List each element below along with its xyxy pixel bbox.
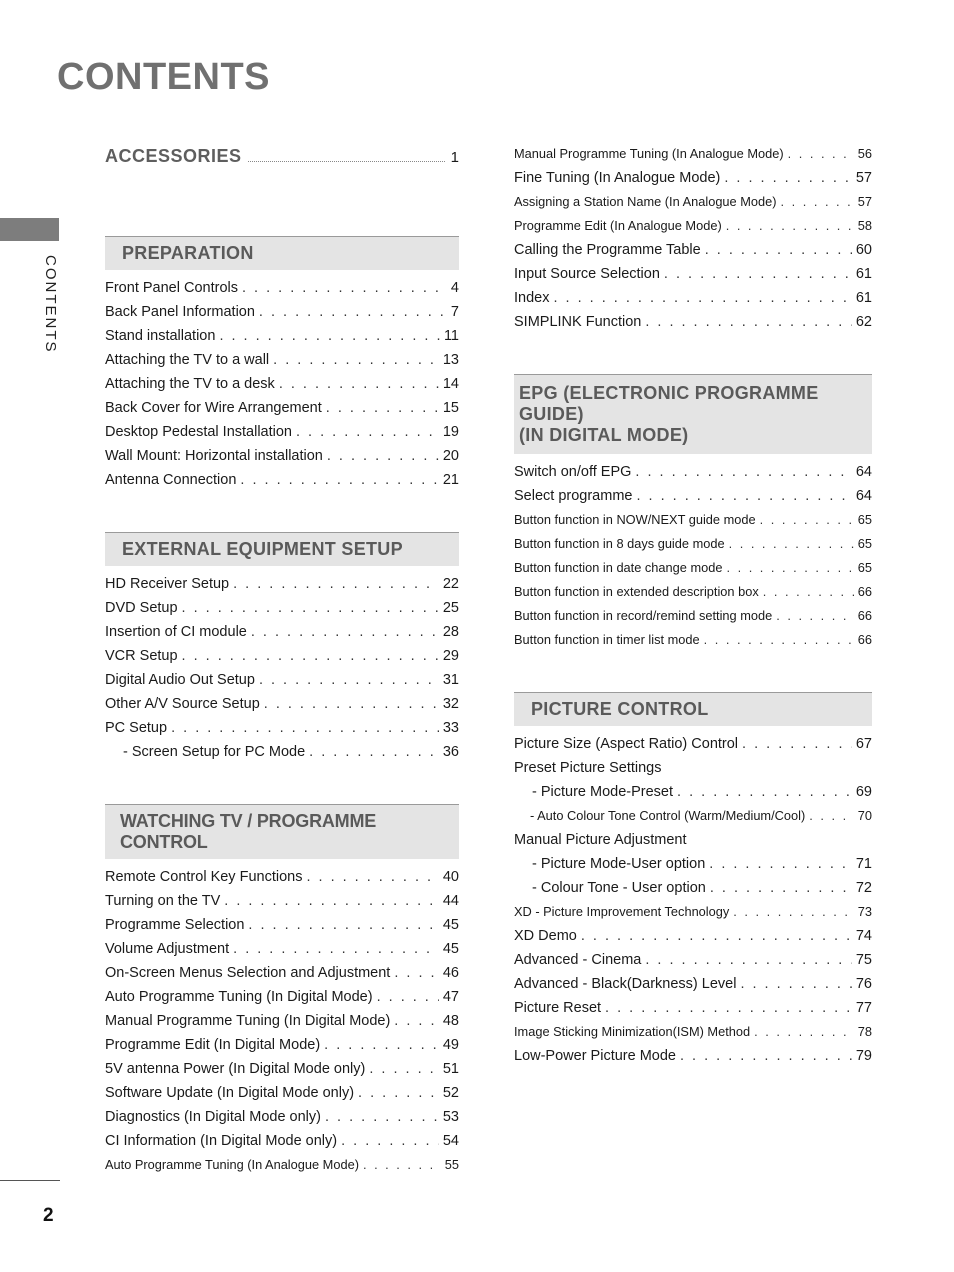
dot-leader xyxy=(363,1157,441,1172)
accessories-page: 1 xyxy=(450,149,459,166)
dot-leader xyxy=(776,608,854,623)
section-heading-watching-tv: WATCHING TV / PROGRAMME CONTROL xyxy=(105,804,459,859)
dot-leader xyxy=(781,194,854,209)
toc-entry[interactable] xyxy=(105,869,459,893)
toc-entry[interactable] xyxy=(514,194,872,218)
toc-entry[interactable] xyxy=(514,808,872,832)
toc-entry[interactable] xyxy=(514,560,872,584)
toc-entry-label: Select programme xyxy=(514,488,633,504)
toc-entry-page: 51 xyxy=(442,1061,459,1077)
toc-entry[interactable] xyxy=(514,170,872,194)
toc-entry-page: 79 xyxy=(855,1048,872,1064)
section-heading-external-equipment: EXTERNAL EQUIPMENT SETUP xyxy=(105,532,459,566)
dot-leader xyxy=(740,976,851,992)
toc-entry-label: Diagnostics (In Digital Mode only) xyxy=(105,1109,321,1125)
dot-leader xyxy=(324,1037,439,1053)
toc-entry-page: 45 xyxy=(442,917,459,933)
dot-leader xyxy=(645,314,852,330)
toc-entry[interactable] xyxy=(105,400,459,424)
toc-entry[interactable] xyxy=(105,672,459,696)
toc-entry-page: 31 xyxy=(442,672,459,688)
dot-leader xyxy=(726,560,853,575)
toc-entry-label: VCR Setup xyxy=(105,648,178,664)
dot-leader xyxy=(763,584,854,599)
dot-leader xyxy=(264,696,439,712)
toc-entry[interactable] xyxy=(514,880,872,904)
toc-entry[interactable] xyxy=(105,328,459,352)
toc-entry-label: Stand installation xyxy=(105,328,216,344)
side-section-label: CONTENTS xyxy=(42,255,59,354)
toc-entry-page: 20 xyxy=(442,448,459,464)
toc-entry[interactable] xyxy=(105,1085,459,1109)
dot-leader xyxy=(327,448,439,464)
watching-tv-continued-list xyxy=(514,146,872,338)
dot-leader xyxy=(224,893,439,909)
toc-entry-page: 11 xyxy=(443,328,459,344)
toc-entry[interactable] xyxy=(105,696,459,720)
toc-entry-page: 62 xyxy=(855,314,872,330)
side-tab-marker xyxy=(0,218,59,241)
toc-entry[interactable] xyxy=(105,1109,459,1133)
toc-entry-page: 65 xyxy=(857,536,872,551)
toc-entry[interactable] xyxy=(514,290,872,314)
toc-entry[interactable] xyxy=(105,280,459,304)
dot-leader xyxy=(581,928,852,944)
toc-entry-label: - Screen Setup for PC Mode xyxy=(123,744,306,760)
toc-entry[interactable] xyxy=(105,424,459,448)
toc-entry-page: 71 xyxy=(855,856,872,872)
toc-entry[interactable] xyxy=(105,624,459,648)
toc-entry[interactable] xyxy=(105,1013,459,1037)
toc-entry-label: Button function in NOW/NEXT guide mode xyxy=(514,512,756,527)
toc-entry-page: 67 xyxy=(855,736,872,752)
toc-entry-page: 57 xyxy=(855,170,872,186)
toc-entry-label: Attaching the TV to a desk xyxy=(105,376,275,392)
toc-entry-label: Volume Adjustment xyxy=(105,941,230,957)
toc-entry-page: 77 xyxy=(855,1000,872,1016)
toc-entry-label: Manual Programme Tuning (In Analogue Mode) xyxy=(514,146,784,161)
dot-leader xyxy=(182,648,439,664)
epg-heading-line1: EPG (ELECTRONIC PROGRAMME GUIDE) xyxy=(519,383,819,424)
toc-entry-label: On-Screen Menus Selection and Adjustment xyxy=(105,965,391,981)
dot-leader xyxy=(306,869,438,885)
toc-entry-page: 61 xyxy=(855,266,872,282)
dot-leader xyxy=(605,1000,852,1016)
toc-entry-page: 32 xyxy=(442,696,459,712)
dot-leader xyxy=(248,149,445,162)
dot-leader xyxy=(309,744,439,760)
dot-leader xyxy=(704,632,854,647)
toc-entry[interactable] xyxy=(105,989,459,1013)
toc-entry-label: Preset Picture Settings xyxy=(514,760,662,776)
toc-entry[interactable] xyxy=(514,314,872,338)
toc-entry-page: 22 xyxy=(442,576,459,592)
toc-entry-label: XD Demo xyxy=(514,928,577,944)
toc-entry-page: 40 xyxy=(442,869,459,885)
toc-entry-label: Button function in 8 days guide mode xyxy=(514,536,725,551)
dot-leader xyxy=(242,280,447,296)
toc-entry-label: Front Panel Controls xyxy=(105,280,238,296)
accessories-label: ACCESSORIES xyxy=(105,146,242,166)
toc-entry-page: 75 xyxy=(855,952,872,968)
toc-entry-label: Other A/V Source Setup xyxy=(105,696,260,712)
dot-leader xyxy=(182,600,439,616)
dot-leader xyxy=(733,904,853,919)
dot-leader xyxy=(325,1109,439,1125)
toc-entry-label: Back Panel Information xyxy=(105,304,255,320)
toc-entry[interactable] xyxy=(514,856,872,880)
toc-entry-page: 49 xyxy=(442,1037,459,1053)
toc-entry-page: 7 xyxy=(450,304,459,320)
toc-entry-label: Advanced - Cinema xyxy=(514,952,642,968)
toc-entry-label: XD - Picture Improvement Technology xyxy=(514,904,730,919)
toc-entry[interactable] xyxy=(105,744,459,768)
toc-entry-page: 56 xyxy=(857,146,872,161)
dot-leader xyxy=(710,880,852,896)
toc-entry-page: 14 xyxy=(442,376,459,392)
toc-entry-page: 45 xyxy=(442,941,459,957)
dot-leader xyxy=(171,720,439,736)
toc-entry[interactable] xyxy=(514,832,872,856)
toc-entry[interactable] xyxy=(514,904,872,928)
toc-entry-page: 36 xyxy=(442,744,459,760)
dot-leader xyxy=(233,576,439,592)
toc-entry-label: Fine Tuning (In Analogue Mode) xyxy=(514,170,721,186)
toc-entry-label: Auto Programme Tuning (In Digital Mode) xyxy=(105,989,373,1005)
dot-leader xyxy=(664,266,852,282)
toc-entry-label: 5V antenna Power (In Digital Mode only) xyxy=(105,1061,366,1077)
dot-leader xyxy=(394,1013,439,1029)
toc-entry[interactable] xyxy=(514,1024,872,1048)
toc-entry-label: Advanced - Black(Darkness) Level xyxy=(514,976,737,992)
toc-entry-page: 66 xyxy=(857,584,872,599)
dot-leader xyxy=(754,1024,854,1039)
dot-leader xyxy=(709,856,852,872)
toc-entry[interactable] xyxy=(105,472,459,496)
preparation-list xyxy=(105,280,459,496)
dot-leader xyxy=(248,917,438,933)
dot-leader xyxy=(809,808,854,823)
toc-entry[interactable] xyxy=(105,376,459,400)
toc-entry[interactable] xyxy=(514,928,872,952)
dot-leader xyxy=(279,376,439,392)
toc-entry[interactable] xyxy=(514,976,872,1000)
toc-entry-label: Calling the Programme Table xyxy=(514,242,701,258)
toc-entry-page: 78 xyxy=(857,1024,872,1039)
dot-leader xyxy=(296,424,439,440)
toc-entry-page: 76 xyxy=(855,976,872,992)
dot-leader xyxy=(635,464,851,480)
toc-entry-page: 60 xyxy=(855,242,872,258)
footer-rule xyxy=(0,1180,60,1181)
toc-entry[interactable] xyxy=(105,1133,459,1157)
toc-entry-accessories[interactable] xyxy=(105,146,459,174)
toc-entry-page: 58 xyxy=(857,218,872,233)
dot-leader xyxy=(251,624,439,640)
toc-right-column xyxy=(514,146,872,1072)
toc-entry-page: 46 xyxy=(442,965,459,981)
toc-entry-label: Picture Size (Aspect Ratio) Control xyxy=(514,736,739,752)
toc-entry-page: 55 xyxy=(444,1157,459,1172)
toc-entry-label: Back Cover for Wire Arrangement xyxy=(105,400,322,416)
toc-entry[interactable] xyxy=(105,893,459,917)
toc-entry[interactable] xyxy=(105,304,459,328)
toc-entry[interactable] xyxy=(514,1048,872,1072)
toc-entry-page: 74 xyxy=(855,928,872,944)
dot-leader xyxy=(636,488,851,504)
toc-entry[interactable] xyxy=(105,1061,459,1085)
toc-entry[interactable] xyxy=(105,352,459,376)
dot-leader xyxy=(259,672,439,688)
dot-leader xyxy=(326,400,439,416)
dot-leader xyxy=(219,328,440,344)
dot-leader xyxy=(369,1061,439,1077)
toc-entry-page: 29 xyxy=(442,648,459,664)
toc-entry-page: 57 xyxy=(857,194,872,209)
dot-leader xyxy=(233,941,439,957)
toc-entry[interactable] xyxy=(514,266,872,290)
page-number: 2 xyxy=(43,1205,54,1226)
toc-entry-page: 66 xyxy=(857,632,872,647)
dot-leader xyxy=(742,736,852,752)
toc-entry-page: 72 xyxy=(855,880,872,896)
toc-entry[interactable] xyxy=(105,648,459,672)
toc-entry-page: 13 xyxy=(442,352,459,368)
toc-left-column xyxy=(105,146,459,1181)
epg-heading-line2: (IN DIGITAL MODE) xyxy=(519,425,689,445)
toc-entry[interactable] xyxy=(514,608,872,632)
toc-entry-page: 66 xyxy=(857,608,872,623)
watching-tv-list xyxy=(105,869,459,1181)
dot-leader xyxy=(788,146,854,161)
toc-entry-label: DVD Setup xyxy=(105,600,178,616)
toc-entry[interactable] xyxy=(105,576,459,600)
toc-entry-page: 33 xyxy=(442,720,459,736)
external-equipment-list xyxy=(105,576,459,768)
toc-entry[interactable] xyxy=(514,584,872,608)
toc-entry-label: Manual Programme Tuning (In Digital Mode) xyxy=(105,1013,391,1029)
toc-entry-label: CI Information (In Digital Mode only) xyxy=(105,1133,338,1149)
dot-leader xyxy=(724,170,852,186)
toc-entry-label: Insertion of CI module xyxy=(105,624,247,640)
toc-entry[interactable] xyxy=(514,488,872,512)
toc-entry-page: 21 xyxy=(442,472,459,488)
toc-entry-page: 47 xyxy=(442,989,459,1005)
toc-entry-page: 73 xyxy=(857,904,872,919)
toc-entry-page: 52 xyxy=(442,1085,459,1101)
toc-entry-label: Desktop Pedestal Installation xyxy=(105,424,292,440)
toc-entry[interactable] xyxy=(514,632,872,656)
epg-list xyxy=(514,464,872,656)
toc-entry-label: Turning on the TV xyxy=(105,893,221,909)
toc-entry-page: 64 xyxy=(855,488,872,504)
dot-leader xyxy=(680,1048,852,1064)
dot-leader xyxy=(273,352,439,368)
toc-entry-label: Assigning a Station Name (In Analogue Mode) xyxy=(514,194,777,209)
toc-entry[interactable] xyxy=(105,965,459,989)
toc-entry-label: Programme Edit (In Digital Mode) xyxy=(105,1037,321,1053)
dot-leader xyxy=(341,1133,439,1149)
toc-entry-label: Software Update (In Digital Mode only) xyxy=(105,1085,355,1101)
dot-leader xyxy=(705,242,852,258)
toc-entry-page: 4 xyxy=(450,280,459,296)
toc-entry-label: - Picture Mode-Preset xyxy=(532,784,674,800)
toc-entry-label: Button function in record/remind setting mode xyxy=(514,608,773,623)
dot-leader xyxy=(729,536,854,551)
toc-entry[interactable] xyxy=(514,736,872,760)
toc-entry-label: - Picture Mode-User option xyxy=(532,856,706,872)
toc-entry-label: Programme Edit (In Analogue Mode) xyxy=(514,218,722,233)
toc-entry[interactable] xyxy=(514,784,872,808)
toc-entry-page: 61 xyxy=(855,290,872,306)
toc-entry[interactable] xyxy=(514,242,872,266)
toc-entry[interactable] xyxy=(105,1157,459,1181)
toc-entry-label: Manual Picture Adjustment xyxy=(514,832,687,848)
toc-entry-label: Low-Power Picture Mode xyxy=(514,1048,676,1064)
toc-entry-label: Digital Audio Out Setup xyxy=(105,672,255,688)
toc-entry-page: 65 xyxy=(857,512,872,527)
toc-entry-page: 15 xyxy=(442,400,459,416)
toc-entry-label: HD Receiver Setup xyxy=(105,576,230,592)
toc-entry-label: - Auto Colour Tone Control (Warm/Medium/Cool) xyxy=(530,808,806,823)
page-title: CONTENTS xyxy=(57,56,270,98)
toc-entry-label: Button function in timer list mode xyxy=(514,632,700,647)
toc-entry-page: 54 xyxy=(442,1133,459,1149)
dot-leader xyxy=(394,965,439,981)
dot-leader xyxy=(358,1085,439,1101)
toc-entry-label: Image Sticking Minimization(ISM) Method xyxy=(514,1024,751,1039)
toc-entry[interactable] xyxy=(105,720,459,744)
toc-entry-page: 65 xyxy=(857,560,872,575)
toc-entry-page: 48 xyxy=(442,1013,459,1029)
toc-entry[interactable] xyxy=(514,536,872,560)
toc-entry-page: 28 xyxy=(442,624,459,640)
toc-entry-label: SIMPLINK Function xyxy=(514,314,642,330)
toc-entry-label: Programme Selection xyxy=(105,917,245,933)
toc-entry[interactable] xyxy=(105,941,459,965)
toc-entry[interactable] xyxy=(105,600,459,624)
toc-entry-label: Picture Reset xyxy=(514,1000,602,1016)
toc-entry-label: Button function in date change mode xyxy=(514,560,723,575)
toc-entry[interactable] xyxy=(105,917,459,941)
picture-control-list xyxy=(514,736,872,1072)
dot-leader xyxy=(553,290,851,306)
toc-entry-label: Antenna Connection xyxy=(105,472,237,488)
toc-entry-page: 19 xyxy=(442,424,459,440)
dot-leader xyxy=(259,304,447,320)
toc-entry-page: 64 xyxy=(855,464,872,480)
toc-entry-label: Remote Control Key Functions xyxy=(105,869,303,885)
toc-entry-page: 25 xyxy=(442,600,459,616)
toc-entry-label: Input Source Selection xyxy=(514,266,660,282)
toc-entry[interactable] xyxy=(514,146,872,170)
section-heading-epg xyxy=(514,374,872,454)
section-heading-picture-control: PICTURE CONTROL xyxy=(514,692,872,726)
toc-entry[interactable] xyxy=(514,952,872,976)
toc-entry-label: Index xyxy=(514,290,550,306)
toc-entry-label: Wall Mount: Horizontal installation xyxy=(105,448,323,464)
dot-leader xyxy=(677,784,852,800)
toc-entry[interactable] xyxy=(105,1037,459,1061)
toc-entry-label: Switch on/off EPG xyxy=(514,464,632,480)
toc-entry-label: Button function in extended description box xyxy=(514,584,759,599)
toc-entry-label: - Colour Tone - User option xyxy=(532,880,706,896)
toc-entry-label: Auto Programme Tuning (In Analogue Mode) xyxy=(105,1157,359,1172)
toc-entry-page: 69 xyxy=(855,784,872,800)
toc-entry-page: 44 xyxy=(442,893,459,909)
toc-entry[interactable] xyxy=(514,464,872,488)
toc-entry-label: PC Setup xyxy=(105,720,168,736)
toc-entry[interactable] xyxy=(105,448,459,472)
toc-entry[interactable] xyxy=(514,1000,872,1024)
toc-entry[interactable] xyxy=(514,218,872,242)
section-heading-preparation: PREPARATION xyxy=(105,236,459,270)
dot-leader xyxy=(645,952,852,968)
toc-entry[interactable] xyxy=(514,512,872,536)
toc-entry[interactable] xyxy=(514,760,872,784)
dot-leader xyxy=(377,989,439,1005)
toc-entry-page: 53 xyxy=(442,1109,459,1125)
dot-leader xyxy=(240,472,438,488)
toc-entry-page: 70 xyxy=(857,808,872,823)
dot-leader xyxy=(726,218,854,233)
dot-leader xyxy=(760,512,854,527)
toc-entry-label: Attaching the TV to a wall xyxy=(105,352,270,368)
